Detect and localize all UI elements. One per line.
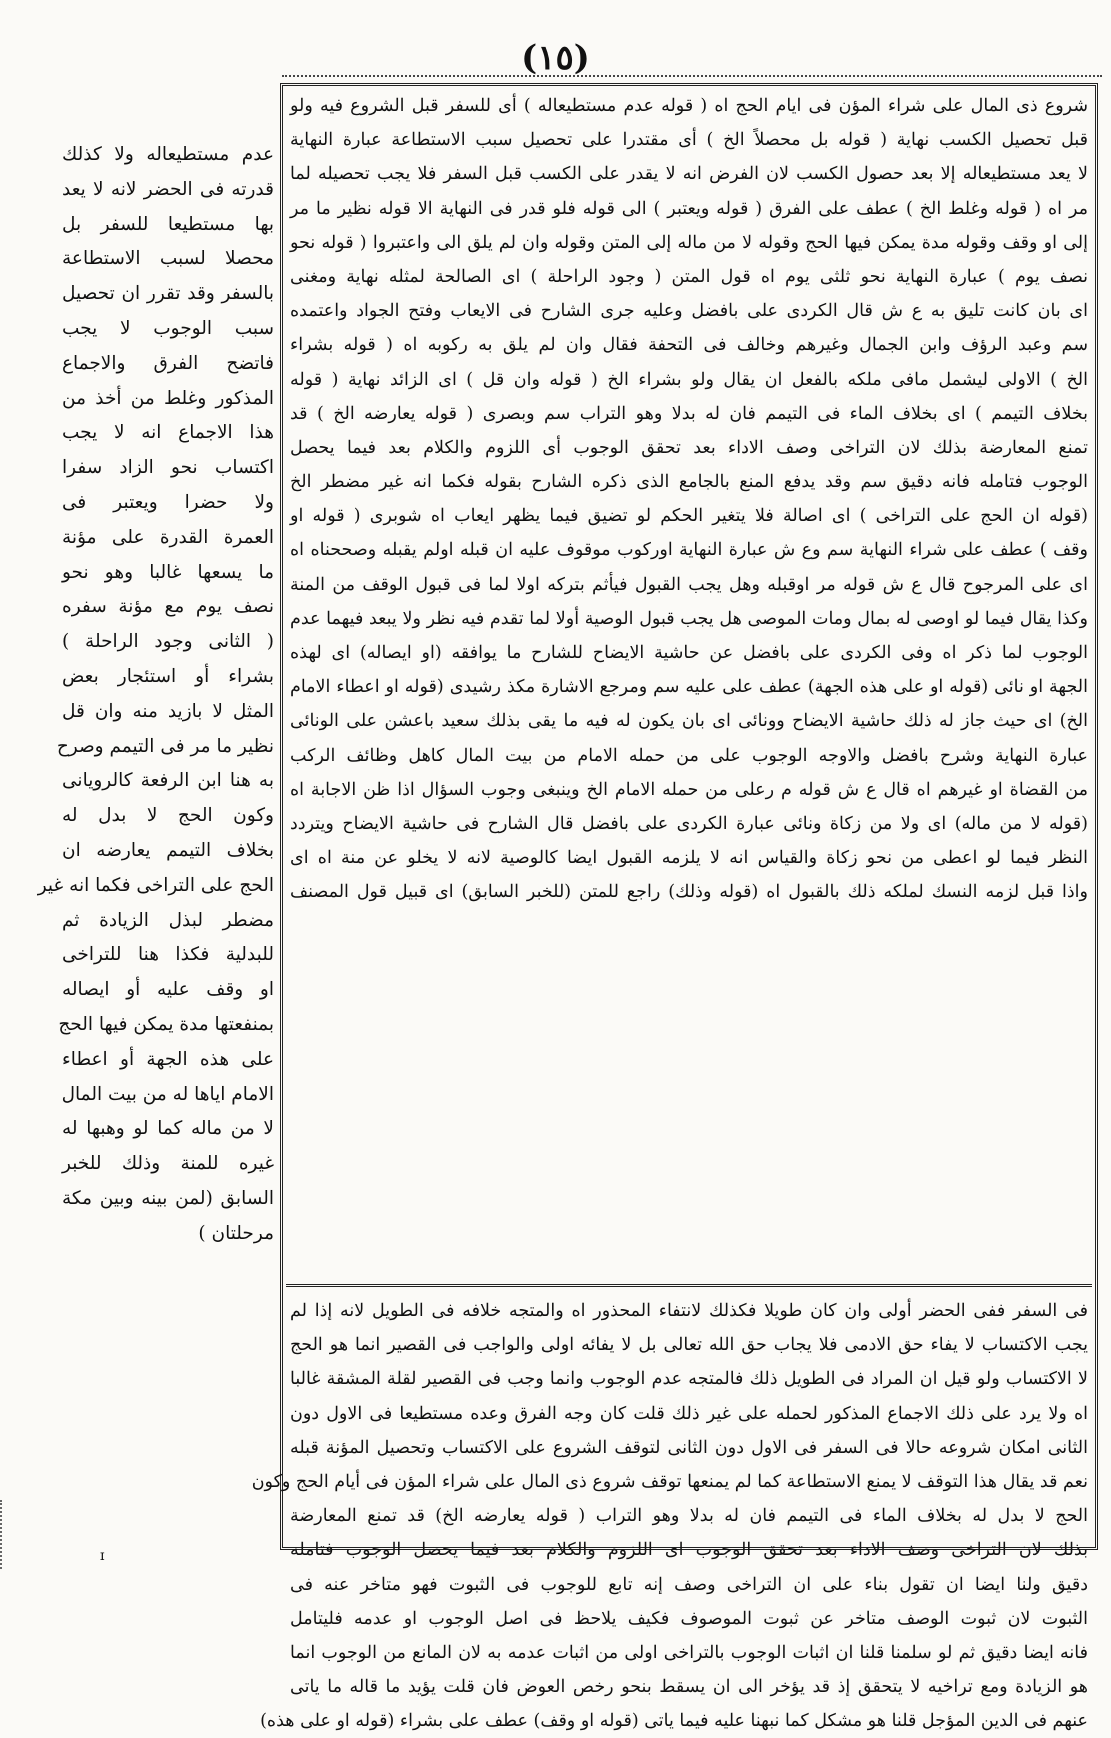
lower-text-line: لا الاكتساب ولو قيل ان المراد فى الطويل ذلك فالمتجه عدم الوجوب وانما وجب فى القصير لقلة المشقة غالبا <box>290 1369 1088 1390</box>
side-text-line: نظير ما مر فى التيمم وصرح <box>56 735 274 757</box>
lower-text-line: الثانى امكان شروعه حالا فى السفر فى الاول دون الثانى لتوقف الشروع على الاكتساب وتحصيل المؤنة قبله <box>290 1437 1088 1458</box>
side-text-line: مرحلتان ) <box>198 1222 274 1244</box>
main-text-line: واذا قبل لزمه النسك لملكه ذلك بالقبول اه (قوله وذلك) راجع للمتن (للخبر السابق) اى قبيل قول المصنف <box>290 882 1088 903</box>
main-text-line: الخ ) الاولى ليشمل مافى ملكه بالفعل ان يقال ولو بشراء الخ ( قوله وان قل ) اى الزائد نهاية ( قوله <box>290 369 1088 390</box>
side-text-line: محصلا لسبب الاستطاعة <box>62 248 274 270</box>
lower-text-line: دقيق ولنا ايضا ان تقول بناء على ان التراخى وصف إنه تابع للوجوب فى الثبوت فهو متاخر عنه فى <box>290 1574 1088 1595</box>
main-text-line: اى بان كانت تليق به ع ش قال الكردى على بافضل وعليه جرى الشارح فى الايعاب وفتح الجواد واعتمده <box>290 301 1088 322</box>
side-text-line: المذكور وغلط من أخذ من <box>62 387 274 409</box>
side-text-line: على هذه الجهة أو اعطاء <box>62 1048 274 1070</box>
side-text-line: عدم مستطيعاله ولا كذلك <box>62 144 274 165</box>
main-text-line: سم وعبد الرؤف وابن الجمال وغيرهم وخالف فى التحفة فقال وان لم يلق به ركوبه اه ( قوله بشراء <box>290 335 1088 356</box>
side-text-line: هذا الاجماع انه لا يجب <box>62 422 274 444</box>
lower-text-line: نعم قد يقال هذا التوقف لا يمنع الاستطاعة كما لم يمنعها توقف شروع ذى المال على شراء المؤن فى أيام الحج وكون <box>251 1471 1088 1492</box>
main-text-line: لا يعد مستطيعاله إلا بعد حصول الكسب لان الفرض انه لا يقدر على الكسب قبل السفر فلا يجب تحصيله لما <box>290 164 1088 185</box>
lower-text-line: الحج لا بدل له بخلاف الماء فى التيمم فان له بدلا وهو التراب ( قوله يعارضه الخ) قد تمنع المعارضة <box>290 1506 1088 1527</box>
side-matn <box>37 138 274 1252</box>
side-text-line: نصف يوم مع مؤنة سفره <box>62 596 274 618</box>
side-text-line: ما يسعها غالبا وهو نحو <box>62 561 274 583</box>
side-text-line: المثل لا بازيد منه وان قل <box>62 700 274 722</box>
side-text-line: ( الثانى وجود الراحلة ) <box>62 631 274 653</box>
side-text-line: غيره للمنة وذلك للخبر <box>62 1153 274 1175</box>
side-text-line: مضطر لبذل الزيادة ثم <box>62 909 274 931</box>
lower-text-line: بذلك لان التراخى وصف الاداء بعد تحقق الوجوب اى اللزوم والكلام بعد فيما يحصل الوجوب فتامله <box>290 1540 1088 1561</box>
main-text-line: الوجوب لما ذكر اه وفى الكردى على بافضل عن حاشية الايضاح للشارح ما يوافقه (او ايصاله) اى لهذه <box>290 643 1088 663</box>
main-text-line: من القضاة او غيرهم اه قال ع ش قوله م رعلى من حمله الامام الخ وينبغى وجوب السؤال اذا ظن الاجابة اه <box>290 779 1088 800</box>
side-text-line: قدرته فى الحضر لانه لا يعد <box>62 178 274 200</box>
lower-text-line: فانه ايضا دقيق ثم لو سلمنا قلنا ان اثبات الوجوب بالتراخى اولى من اثبات عدمه به لان المانع من الوجوب انما <box>290 1642 1088 1663</box>
lower-text-line: الثبوت لان ثبوت الوصف متاخر عن ثبوت الموصوف فكيف يلاحظ فى اصل الوجوب او عدمه فليتامل <box>290 1608 1088 1629</box>
main-text-line: تمنع المعارضة بذلك لان التراخى وصف الاداء بعد تحقق الوجوب أى اللزوم والكلام بعد فيما يحصل <box>290 437 1088 458</box>
main-text-line: وقف ) عطف على شراء النهاية سم وع ش عبارة النهاية اوركوب موقوف عليه ان قبله اولم يقبله وصححناه اه <box>290 540 1088 561</box>
side-text-line: بمنفعتها مدة يمكن فيها الحج <box>58 1013 274 1035</box>
side-text-line: لا من ماله كما لو وهبها له <box>62 1118 274 1140</box>
scan-edge-marks <box>0 1500 10 1569</box>
main-text-line: وكذا يقال فيما لو اوصى له بمال ومات الموصى هل يجب قبول الوصية أولا لما تقدم فيه نظر ولا يبعد فيهما عدم <box>290 608 1088 629</box>
main-text-line: الخ) اى حيث جاز له ذلك حاشية الايضاح وونائى اى بان يكون له فيه ما يقى بذلك سعيد باعشن على الونائى <box>290 711 1088 732</box>
side-text-line: ولا حضرا ويعتبر فى <box>62 491 274 513</box>
main-text-line: بخلاف التيمم ) اى بخلاف الماء فى التيمم فان له بدلا وهو التراب سم وبصرى ( قوله يعارضه الخ ) قد <box>290 403 1088 424</box>
main-text-line: اى على المرجوح قال ع ش قوله مر اوقبله وهل يجب القبول فيأثم بتركه اولا لما فى قبول الوقف من المنة <box>290 574 1088 595</box>
side-text-line: اكتساب نحو الزاد سفرا <box>62 457 274 479</box>
header-divider <box>282 75 1102 77</box>
side-text-line: العمرة القدرة على مؤنة <box>62 526 274 548</box>
main-text-line: نصف يوم ) عبارة النهاية نحو ثلثى يوم اه قول المتن ( وجود الراحلة ) اى الصالحة لمثله نهاية ومغنى <box>290 266 1088 287</box>
side-text-line: الحج على التراخى فكما انه غير <box>37 874 274 896</box>
main-text-line: الجهة او نائى (قوله او على هذه الجهة) عطف على عليه سم ومرجع الاشارة مكذ رشيدى (قوله او اعطاء الامام <box>290 677 1088 698</box>
side-text-line: فاتضح الفرق والاجماع <box>62 352 274 374</box>
main-text-line: قبل تحصيل الكسب نهاية ( قوله بل محصلاً الخ ) أى مقتدرا على تحصيل سبب الاستطاعة عبارة النهاية <box>290 130 1088 151</box>
lower-text-line: هو الزيادة ومع تراخيه لا يتحقق إذ قد يؤخر الى ان يسقط بنحو رخص العوض فان قلت يؤيد ما قاله ما ياتى <box>290 1677 1088 1698</box>
side-text-line: وكون الحج لا بدل له <box>62 805 274 827</box>
main-text-line: النظر فيما لو اعطى من نحو زكاة والقياس انه لا يلزمه القبول ايضا كالوصية لانه لا يخلو عن منة اه اى <box>290 848 1088 869</box>
page-number: (١٥) <box>521 38 590 78</box>
side-text-line: بها مستطيعا للسفر بل <box>62 213 274 235</box>
main-text-line: عبارة النهاية وشرح بافضل والاوجه الوجوب على من حمله الامام من بيت المال كاهل وظائف الركب <box>290 745 1088 766</box>
side-text-line: بالسفر وقد تقرر ان تحصيل <box>62 283 274 305</box>
side-text-line: سبب الوجوب لا يجب <box>62 317 274 339</box>
lower-text-line: فى السفر ففى الحضر أولى وان كان طويلا فكذلك لانتفاء المحذور اه والمتجه خلافه فى الطويل لانه إذا لم <box>290 1301 1088 1321</box>
side-text-line: الامام اياها له من بيت المال <box>61 1083 274 1105</box>
main-text-line: الوجوب فتامله فانه دقيق سم وقد يدفع المنع بالجامع الذى ذكره الشارح بقوله فكما انه غير مضطر الخ <box>290 472 1088 493</box>
side-text-line: السابق (لمن بينه وبين مكة <box>62 1187 274 1209</box>
main-text-line: مر اه ( قوله وغلط الخ ) عطف على الفرق ( قوله ويعتبر ) الى قوله فلو قدر فى النهاية الا قوله نظير ما مر <box>290 198 1088 219</box>
scan-speck: ɪ <box>100 1548 105 1564</box>
main-text-line: إلى او وقف وقوله مدة يمكن فيها الحج وقوله لا من ماله إلى المتن وقوله وان لم يلق الى واعتبروا ( قوله نحو <box>290 232 1088 253</box>
side-text-line: بشراء أو استئجار بعض <box>62 665 274 687</box>
side-text-line: للبدلية فكذا هنا للتراخى <box>62 944 274 966</box>
main-text-line: (قوله ان الحج على التراخى ) اى اصالة فلا يتغير الحكم لو تضيق فيما يظهر ايعاب اه شوبرى ( قوله او <box>290 506 1088 527</box>
side-text-line: بخلاف التيمم يعارضه ان <box>62 839 274 861</box>
lower-text-line: عنهم فى الدين المؤجل قلنا هو مشكل كما نبهنا عليه فيما ياتى (قوله او وقف) عطف على بشراء (قوله او على هذه) <box>260 1711 1088 1732</box>
lower-commentary <box>251 1294 1092 1732</box>
main-text-line: شروع ذى المال على شراء المؤن فى ايام الحج اه ( قوله عدم مستطيعاله ) أى للسفر قبل الشروع فيه ولو <box>290 96 1088 116</box>
main-commentary <box>286 89 1092 1287</box>
side-text-line: او وقف عليه أو ايصاله <box>62 979 274 1001</box>
side-text-line: به هنا ابن الرفعة كالرويانى <box>62 770 274 792</box>
lower-text-line: اه ولا يرد على ذلك الاجماع المذكور لحمله على غير ذلك قلت كان وجه الفرق وعده مستطيعا فى الاول دون <box>290 1403 1088 1424</box>
lower-text-line: يجب الاكتساب لا يفاء حق الادمى فلا يجاب حق الله تعالى بل لا يفائه اولى والواجب فى القصير انما هو الحج <box>290 1335 1088 1356</box>
main-text-line: (قوله لا من ماله) اى ولا من زكاة ونائى عبارة الكردى على بافضل قال الشارح فى حاشية الايضاح ويتردد <box>290 813 1088 834</box>
